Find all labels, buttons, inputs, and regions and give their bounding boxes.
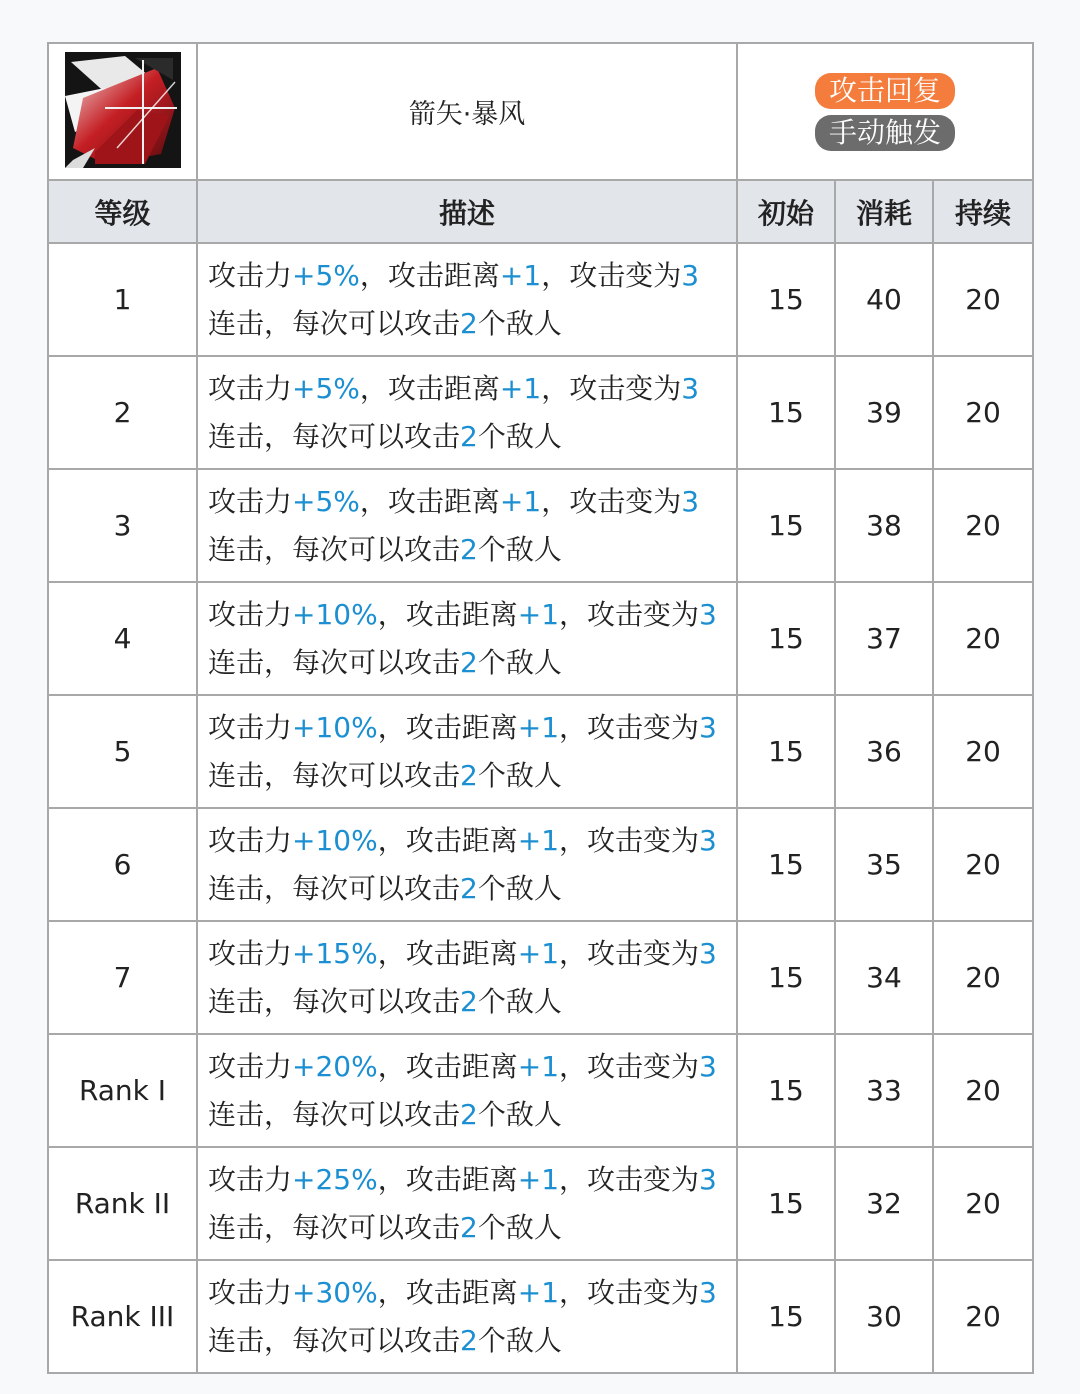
duration-cell: 20 [933, 1260, 1033, 1373]
cost-cell: 36 [835, 695, 933, 808]
atk-bonus: +10% [292, 823, 378, 857]
desc-text: 个敌人 [477, 419, 562, 453]
desc-text: 个敌人 [477, 984, 562, 1018]
cost-cell: 34 [835, 921, 933, 1034]
level-cell: 4 [48, 582, 197, 695]
desc-text: ，攻击变为 [559, 1162, 700, 1196]
desc-text: 攻击力 [208, 1162, 293, 1196]
description-cell [197, 695, 737, 808]
desc-text: 个敌人 [477, 1097, 562, 1131]
duration-cell: 20 [933, 1147, 1033, 1260]
desc-text: 连击，每次可以攻击 [208, 419, 461, 453]
duration-cell: 20 [933, 921, 1033, 1034]
desc-text: ，攻击变为 [559, 597, 700, 631]
hit-count: 3 [699, 936, 717, 970]
atk-bonus: +15% [292, 936, 378, 970]
skill-table [47, 42, 1034, 1374]
initial-cell: 15 [737, 1147, 835, 1260]
hit-count: 3 [681, 258, 700, 292]
hit-count: 3 [699, 1049, 717, 1083]
range-bonus: +1 [517, 936, 560, 970]
level-cell: 7 [48, 921, 197, 1034]
level-rows [48, 243, 1033, 1373]
desc-text: 攻击力 [208, 258, 293, 292]
col-header-level: 等级 [48, 180, 197, 243]
range-bonus: +1 [517, 597, 560, 631]
desc-text: 个敌人 [477, 1323, 562, 1357]
description-cell [197, 243, 737, 356]
hit-count: 3 [681, 484, 700, 518]
desc-text: 攻击力 [208, 484, 293, 518]
initial-cell: 15 [737, 356, 835, 469]
level-cell: 1 [48, 243, 197, 356]
desc-text: 个敌人 [477, 532, 562, 566]
desc-text: 连击，每次可以攻击 [208, 532, 461, 566]
description-cell [197, 356, 737, 469]
duration-cell: 20 [933, 808, 1033, 921]
desc-text: 个敌人 [477, 1210, 562, 1244]
table-row [48, 1147, 1033, 1260]
duration-cell: 20 [933, 243, 1033, 356]
atk-bonus: +5% [292, 258, 360, 292]
desc-text: ，攻击距离 [359, 258, 500, 292]
initial-cell: 15 [737, 921, 835, 1034]
desc-text: 攻击力 [208, 597, 293, 631]
table-row [48, 1260, 1033, 1373]
col-header-duration: 持续 [933, 180, 1033, 243]
table-row [48, 243, 1033, 356]
range-bonus: +1 [517, 1275, 560, 1309]
desc-text: 连击，每次可以攻击 [208, 1097, 461, 1131]
level-cell: 6 [48, 808, 197, 921]
description-cell [197, 808, 737, 921]
desc-text: ，攻击变为 [541, 484, 682, 518]
duration-cell: 20 [933, 356, 1033, 469]
desc-text: ，攻击距离 [377, 1049, 518, 1083]
atk-bonus: +10% [292, 597, 378, 631]
target-count: 2 [460, 1323, 478, 1357]
level-cell: Rank III [48, 1260, 197, 1373]
range-bonus: +1 [517, 710, 560, 744]
atk-bonus: +25% [292, 1162, 378, 1196]
desc-text: ，攻击距离 [359, 371, 500, 405]
desc-text: ，攻击距离 [377, 597, 518, 631]
atk-bonus: +20% [292, 1049, 378, 1083]
hit-count: 3 [699, 710, 717, 744]
desc-text: 攻击力 [208, 371, 293, 405]
target-count: 2 [460, 419, 478, 453]
desc-text: 攻击力 [208, 1049, 293, 1083]
desc-text: ，攻击变为 [559, 1049, 700, 1083]
cost-cell: 39 [835, 356, 933, 469]
level-cell: 5 [48, 695, 197, 808]
cost-cell: 30 [835, 1260, 933, 1373]
table-row [48, 695, 1033, 808]
desc-text: ，攻击变为 [559, 1275, 700, 1309]
desc-text: ，攻击距离 [377, 936, 518, 970]
desc-text: ，攻击距离 [377, 1275, 518, 1309]
atk-bonus: +10% [292, 710, 378, 744]
desc-text: ，攻击距离 [359, 484, 500, 518]
desc-text: ，攻击变为 [559, 936, 700, 970]
initial-cell: 15 [737, 808, 835, 921]
initial-cell: 15 [737, 1260, 835, 1373]
cost-cell: 38 [835, 469, 933, 582]
table-row [48, 582, 1033, 695]
cost-cell: 37 [835, 582, 933, 695]
hit-count: 3 [699, 1275, 717, 1309]
col-header-description: 描述 [197, 180, 737, 243]
desc-text: 个敌人 [477, 758, 562, 792]
duration-cell: 20 [933, 582, 1033, 695]
description-cell [197, 1034, 737, 1147]
tag-manual-trigger: 手动触发 [815, 115, 955, 151]
skill-header-row [48, 43, 1033, 180]
desc-text: ，攻击变为 [559, 823, 700, 857]
hit-count: 3 [699, 1162, 717, 1196]
desc-text: ，攻击变为 [541, 258, 682, 292]
hit-count: 3 [681, 371, 700, 405]
desc-text: ，攻击距离 [377, 710, 518, 744]
desc-text: 连击，每次可以攻击 [208, 871, 461, 905]
desc-text: ，攻击距离 [377, 1162, 518, 1196]
target-count: 2 [460, 1210, 478, 1244]
table-row [48, 469, 1033, 582]
cost-cell: 40 [835, 243, 933, 356]
hit-count: 3 [699, 823, 717, 857]
target-count: 2 [460, 645, 478, 679]
desc-text: ，攻击变为 [541, 371, 682, 405]
desc-text: 连击，每次可以攻击 [208, 645, 461, 679]
target-count: 2 [460, 532, 478, 566]
col-header-initial: 初始 [737, 180, 835, 243]
desc-text: 攻击力 [208, 823, 293, 857]
range-bonus: +1 [517, 1049, 560, 1083]
col-header-cost: 消耗 [835, 180, 933, 243]
duration-cell: 20 [933, 1034, 1033, 1147]
cost-cell: 33 [835, 1034, 933, 1147]
table-row [48, 1034, 1033, 1147]
cost-cell: 35 [835, 808, 933, 921]
column-header-row [48, 180, 1033, 243]
desc-text: ，攻击变为 [559, 710, 700, 744]
target-count: 2 [460, 984, 478, 1018]
desc-text: 连击，每次可以攻击 [208, 1210, 461, 1244]
target-count: 2 [460, 1097, 478, 1131]
target-count: 2 [460, 758, 478, 792]
desc-text: 个敌人 [477, 306, 562, 340]
duration-cell: 20 [933, 469, 1033, 582]
table-row [48, 921, 1033, 1034]
level-cell: 3 [48, 469, 197, 582]
range-bonus: +1 [499, 258, 542, 292]
table-row [48, 808, 1033, 921]
atk-bonus: +5% [292, 371, 360, 405]
target-count: 2 [460, 306, 478, 340]
desc-text: ，攻击距离 [377, 823, 518, 857]
description-cell [197, 1260, 737, 1373]
cost-cell: 32 [835, 1147, 933, 1260]
tag-attack-recovery: 攻击回复 [815, 73, 955, 109]
desc-text: 攻击力 [208, 710, 293, 744]
desc-text: 个敌人 [477, 645, 562, 679]
level-cell: 2 [48, 356, 197, 469]
skill-name: 箭矢·暴风 [197, 43, 737, 180]
description-cell [197, 582, 737, 695]
initial-cell: 15 [737, 469, 835, 582]
range-bonus: +1 [499, 484, 542, 518]
level-cell: Rank II [48, 1147, 197, 1260]
initial-cell: 15 [737, 243, 835, 356]
skill-art-icon [65, 52, 181, 168]
desc-text: 个敌人 [477, 871, 562, 905]
initial-cell: 15 [737, 1034, 835, 1147]
atk-bonus: +30% [292, 1275, 378, 1309]
initial-cell: 15 [737, 695, 835, 808]
skill-card [47, 42, 1032, 1373]
atk-bonus: +5% [292, 484, 360, 518]
desc-text: 连击，每次可以攻击 [208, 758, 461, 792]
range-bonus: +1 [499, 371, 542, 405]
initial-cell: 15 [737, 582, 835, 695]
desc-text: 连击，每次可以攻击 [208, 306, 461, 340]
desc-text: 连击，每次可以攻击 [208, 1323, 461, 1357]
desc-text: 攻击力 [208, 936, 293, 970]
description-cell [197, 921, 737, 1034]
duration-cell: 20 [933, 695, 1033, 808]
skill-icon-cell [48, 43, 197, 180]
range-bonus: +1 [517, 1162, 560, 1196]
range-bonus: +1 [517, 823, 560, 857]
desc-text: 攻击力 [208, 1275, 293, 1309]
level-cell: Rank I [48, 1034, 197, 1147]
desc-text: 连击，每次可以攻击 [208, 984, 461, 1018]
skill-tags [737, 43, 1033, 180]
description-cell [197, 1147, 737, 1260]
target-count: 2 [460, 871, 478, 905]
description-cell [197, 469, 737, 582]
hit-count: 3 [699, 597, 717, 631]
table-row [48, 356, 1033, 469]
